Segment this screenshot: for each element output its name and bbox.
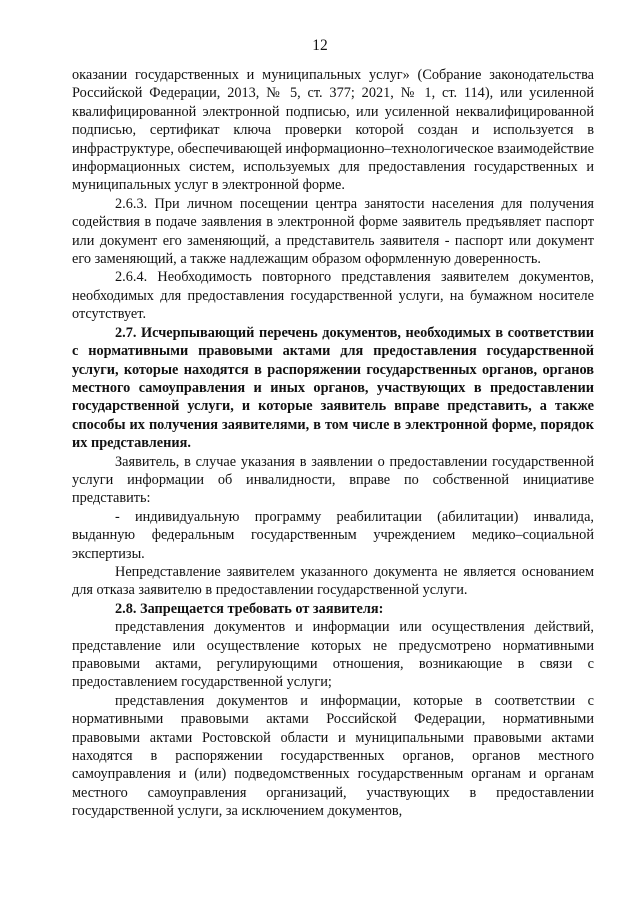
list-item-rehabilitation-program: - индивидуальную программу реабилитации (абилитации) инвалида, выданную федеральным государственным учреждением медико–социальной экспертизы.	[72, 508, 594, 562]
paragraph-prohibited-information: представления документов и информации, которые в соответствии с нормативными правовыми актами Российской Федерации, нормативными правовыми актами Ростовской области и муниципальными правовыми актами находятся в распоряжении государственных органов, органов местного самоуправления и (или) подведомственных государственным органам и органам местного самоуправления организаций, участвующих в предоставлении государственной услуги, за исключением документов,	[72, 692, 594, 820]
paragraph-applicant-disability: Заявитель, в случае указания в заявлении о предоставлении государственной услуги информации об инвалидности, вправе по собственной инициативе представить:	[72, 453, 594, 507]
page-number: 12	[312, 37, 328, 54]
paragraph-prohibited-documents: представления документов и информации или осуществления действий, представление или осуществление которых не предусмотрено нормативными правовыми актами, регулирующими отношения, возникающие в связи с предоставлением государственной услуги;	[72, 619, 594, 691]
paragraph-continuation: оказании государственных и муниципальных услуг» (Собрание законодательства Российской Федерации, 2013, № 5, ст. 377; 2021, № 1, ст. 114), или усиленной квалифицированной электронной подписью, или усиленной неквалифицированной подписью, сертификат ключа проверки которой создан и используется в инфраструктуре, обеспечивающей информационно–технологическое взаимодействие информационных систем, используемых для предоставления государственных и муниципальных услуг в электронной форме.	[72, 67, 594, 194]
paragraph-non-submission: Непредставление заявителем указанного документа не является основанием для отказа заявителю в предоставлении государственной услуги.	[72, 563, 594, 599]
section-heading-2-8: 2.8. Запрещается требовать от заявителя:	[115, 600, 384, 617]
paragraph-2-6-3: 2.6.3. При личном посещении центра занятости населения для получения содействия в подаче заявления в электронной форме заявитель предъявляет паспорт или документ его заменяющий, а представитель заявителя - паспорт или документ его заменяющий, а также надлежащим образом оформленную доверенность.	[72, 195, 594, 268]
section-heading-2-7: 2.7. Исчерпывающий перечень документов, необходимых в соответствии с нормативными правовыми актами для предоставления государственной услуги, которые находятся в распоряжении государственных органов, органов местного самоуправления и иных органов, участвующих в предоставлении государственной услуги, и которые заявитель вправе представить, а также способы их получения заявителями, в том числе в электронной форме, порядок их представления.	[72, 324, 594, 452]
document-body	[72, 66, 594, 821]
paragraph-2-6-4: 2.6.4. Необходимость повторного представления заявителем документов, необходимых для предоставления государственной услуги, на бумажном носителе отсутствует.	[72, 269, 594, 323]
